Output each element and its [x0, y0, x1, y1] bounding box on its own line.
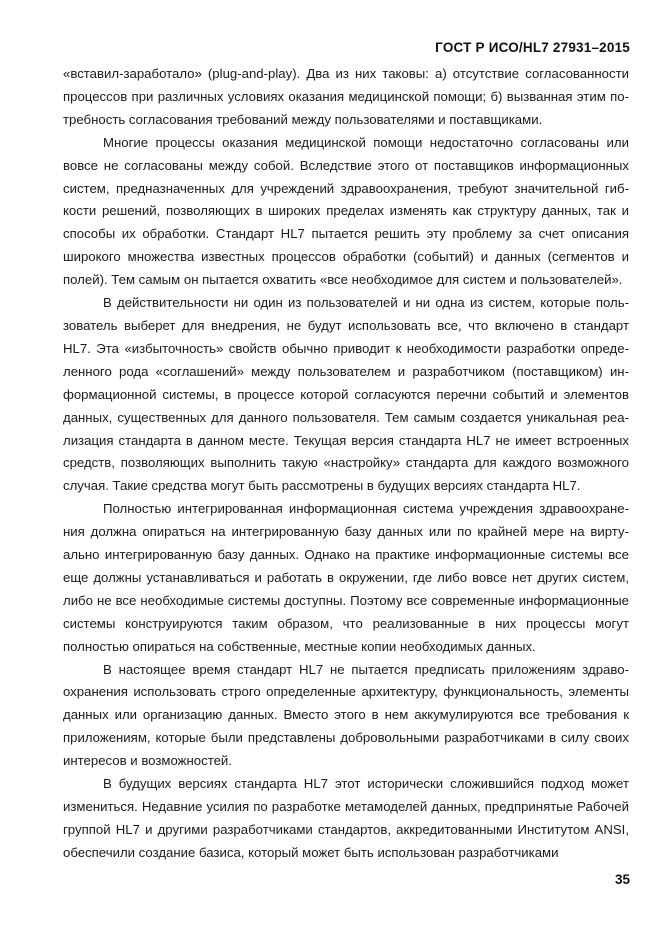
standard-header: ГОСТ Р ИСО/HL7 27931–2015	[435, 40, 630, 55]
paragraph: Полностью интегрированная информационная система учреждения здравоохранения должна опираться на интегрированную базу данных или по крайней мере на виртуально интегрированную базу данных. Однако на практике информационные системы все еще должны устанавливаться и работать в окружении, где либо вовсе нет других систем, либо не все необходимые системы доступны. Поэтому все современные информационные системы конструируются таким образом, что реализованные в них процессы могут полностью опираться на собственные, местные копии необходимых данных.	[63, 501, 629, 654]
paragraph: В настоящее время стандарт HL7 не пытается предписать приложениям здравоохранения использовать строго определенные архитектуру, функциональность, элементы данных или организацию данных. Вместо этого в нем аккумулируются все требования к приложениям, которые были представлены добровольными разработчиками в силу своих интересов и возможностей.	[63, 661, 629, 769]
paragraph-continuation: «вставил-заработало» (plug-and-play). Два из них таковы: а) отсутствие согласованности процессов при различных условиях оказания медицинской помощи; б) вызванная этим потребность согласования требований между пользователями и поставщиками.	[63, 66, 629, 127]
paragraph: Многие процессы оказания медицинской помощи недостаточно согласованы или вовсе не согласованы между собой. Вследствие этого от поставщиков информационных систем, предназначенных для учреждений здравоохранения, требуют значительной гибкости решений, позволяющих в широких пределах изменять как структуру данных, так и способы их обработки. Стандарт HL7 пытается решить эту проблему за счет описания широкого множества известных процессов обработки (событий) и данных (сегментов и полей). Тем самым он пытается охватить «все необходимое для систем и пользователей».	[63, 134, 629, 288]
body-text	[63, 63, 629, 865]
page-number: 35	[614, 872, 630, 887]
paragraph: В действительности ни один из пользователей и ни одна из систем, которые пользователь выберет для внедрения, не будут использовать все, что включено в стандарт HL7. Эта «избыточность» свойств обычно приводит к необходимости разработки определенного рода «соглашений» между пользователем и разработчиком (поставщиком) информационной системы, в процессе которой согласуются перечни событий и элементов данных, существенных для данного пользователя. Тем самым создается уникальная реализация стандарта в данном месте. Текущая версия стандарта HL7 не имеет встроенных средств, позволяющих выполнить такую «настройку» стандарта для каждого возможного случая. Такие средства могут быть рассмотрены в будущих версиях стандарта HL7.	[63, 295, 629, 494]
paragraph: В будущих версиях стандарта HL7 этот исторически сложившийся подход может измениться. Недавние усилия по разработке метамоделей данных, предпринятые Рабочей группой HL7 и другими разработчиками стандартов, аккредитованными Институтом ANSI, обеспечили создание базиса, который может быть использован разработчиками	[63, 776, 629, 860]
